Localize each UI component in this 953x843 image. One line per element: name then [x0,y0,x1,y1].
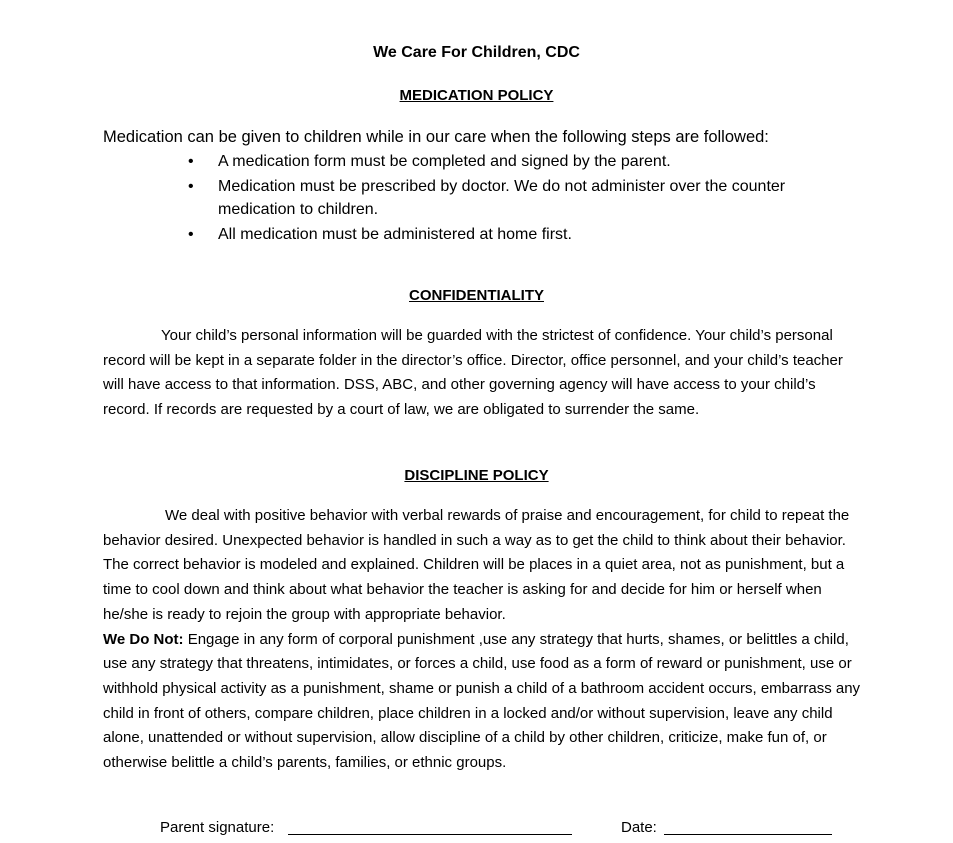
signature-row [160,817,850,839]
date-label: Date: [621,819,657,836]
discipline-paragraph: We deal with positive behavior with verbal rewards of praise and encouragement, for child to repeat the behavior desired. Unexpected behavior is handled in such a way as to get the child to think about their behavior. The correct behavior is modeled and explained. Children will be places in a quiet area, not as punishment, but a time to cool down and think about what behavior the teacher is asking for and decide for him or herself when he/she is ready to rejoin the group with appropriate behavior. We Do Not: Engage in any form of corporal punishment ,use any strategy that hurts, shames, or belittles a child, use any strategy that threatens, intimidates, or forces a child, use food as a form of reward or punishment, use or withhold physical activity as a punishment, shame or punish a child of a bathroom accident occurs, embarrass any child in front of others, compare children, place children in a locked and/or without supervision, leave any child alone, unattended or without supervision, allow discipline of a child by other children, criticize, make fun of, or otherwise belittle a child’s parents, families, or ethnic groups. [103,507,861,772]
discipline-policy-heading: DISCIPLINE POLICY [404,467,549,484]
parent-signature-line[interactable] [288,834,572,835]
bullet-icon: • [188,178,194,195]
medication-policy-heading: MEDICATION POLICY [399,87,554,104]
bullet-icon: • [188,153,194,170]
date-line[interactable] [664,834,832,835]
confidentiality-paragraph: Your child’s personal information will be guarded with the strictest of confidence. Your child’s personal record will be kept in a separate folder in the director’s office. Director, office personnel, and your child’s teacher will have access to that information. DSS, ABC, and other governing agency will have access to your child’s record. If records are requested by a court of law, we are obligated to surrender the same. [103,327,843,419]
bullet-icon: • [188,226,194,243]
medication-steps-list [188,150,818,248]
medication-intro: Medication can be given to children while in our care when the following steps are followed: [103,128,769,146]
list-item: • Medication must be prescribed by doctor. We do not administer over the counter medication to children. [218,175,818,221]
confidentiality-heading: CONFIDENTIALITY [409,287,544,304]
we-do-not-label: We Do Not: [103,630,184,648]
we-do-not-text: Engage in any form of corporal punishment ,use any strategy that hurts, shames, or belittles a child, use any strategy that threatens, intimidates, or forces a child, use food as a form of reward or punishment, use or withhold physical activity as a punishment, shame or punish a child of a bathroom accident occurs, embarrass any child in front of others, compare children, place children in a locked and/or without supervision, leave any child alone, unattended or without supervision, allow discipline of a child by other children, criticize, make fun of, or otherwise belittle a child’s parents, families, or ethnic groups. [103,630,861,772]
parent-signature-label: Parent signature: [160,819,275,836]
document-title: We Care For Children, CDC [373,44,580,61]
list-item: • All medication must be administered at home first. [218,223,818,246]
list-item: • A medication form must be completed and signed by the parent. [218,150,818,173]
